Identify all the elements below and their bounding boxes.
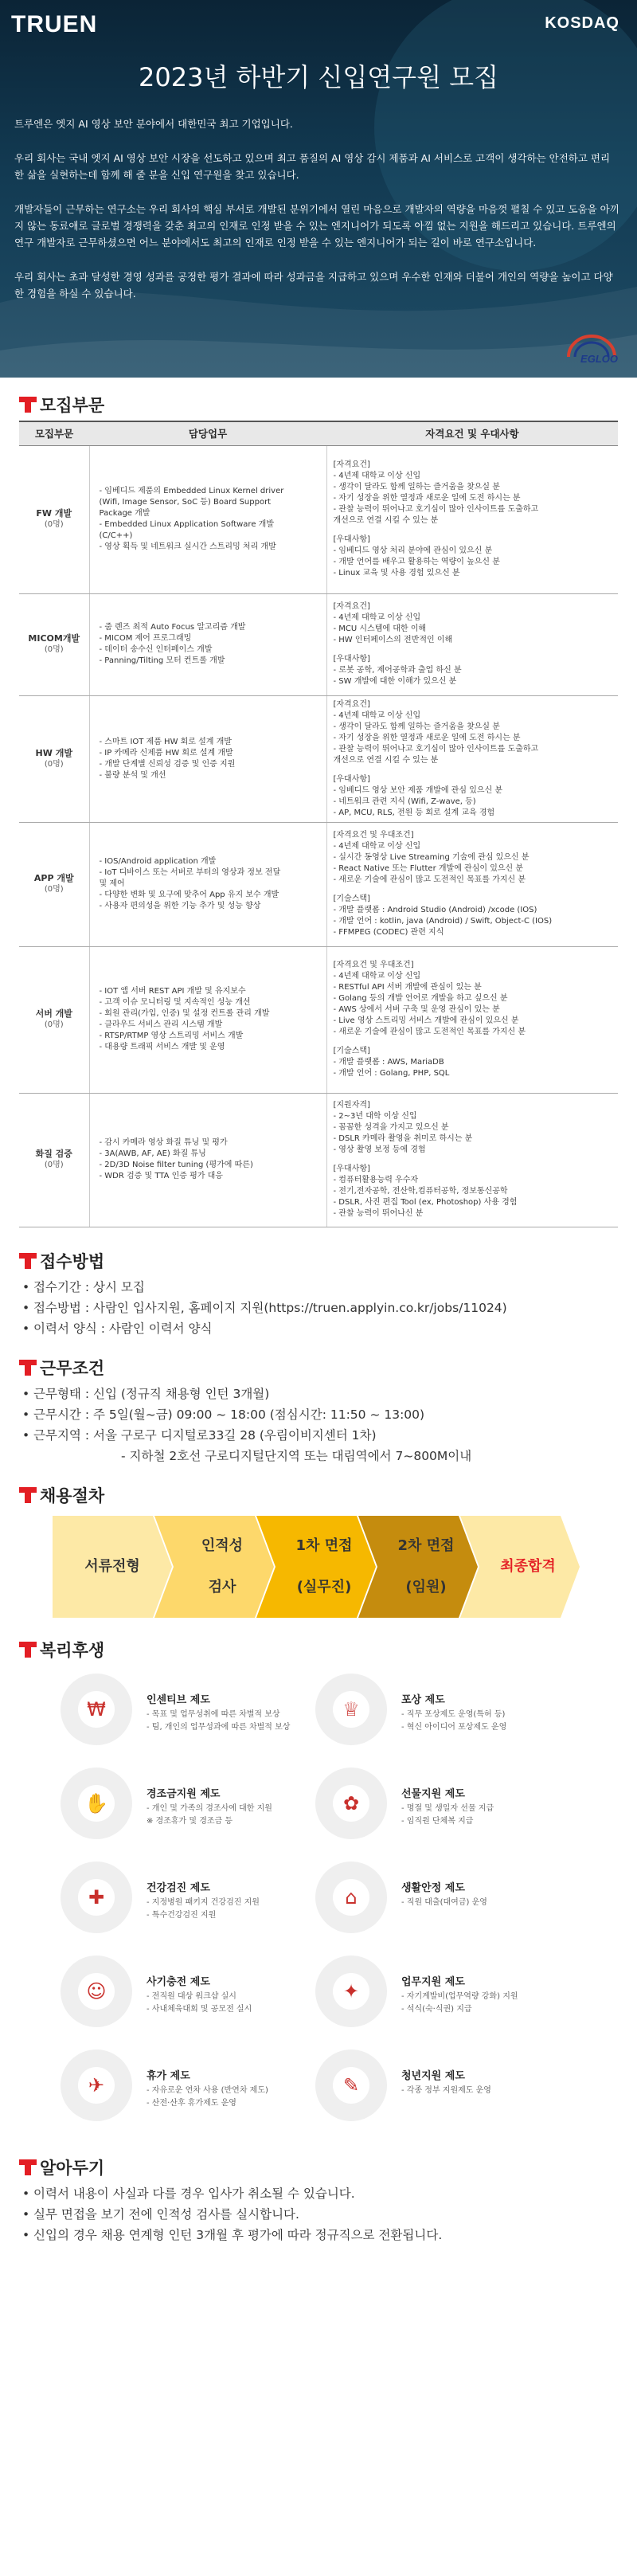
preference-line: - 개발 플랫폼 : AWS, MariaDB [333, 1058, 444, 1067]
benefit-details [401, 1803, 494, 1828]
benefit-detail-line: - 개인 및 가족의 경조사에 대한 지원 [147, 1803, 272, 1813]
benefit-glyph: ☺ [78, 1973, 115, 2010]
benefit-item [315, 2049, 586, 2129]
qualification-heading: [자격요건 및 우대조건] [333, 961, 414, 969]
qualification-heading: [자격요건 및 우대조건] [333, 831, 414, 840]
qualification-line: - React Native 또는 Flutter 개발에 관심이 있으신 분 [333, 864, 524, 873]
process-step-label [154, 1516, 274, 1618]
preference-line: - 로봇 공학, 제어공학과 출업 하신 분 [333, 666, 462, 675]
apply-info [19, 1277, 618, 1339]
list-item: • 이력서 양식 : 사람인 이력서 양식 [19, 1318, 618, 1339]
division-name: FW 개발 [36, 508, 72, 519]
process-step [53, 1516, 172, 1618]
duty-line: - 클라우드 서비스 관리 시스템 개발 [99, 1020, 223, 1029]
duty-line: - IOT 앱 서버 REST API 개발 및 유지보수 [99, 987, 246, 996]
duty-line: - 3A(AWB, AF, AE) 화질 튜닝 [99, 1149, 206, 1158]
duty-line: - 회원 관리(가입, 인증) 및 설정 컨트롤 관리 개발 [99, 1009, 270, 1018]
benefit-title: 청년지원 제도 [401, 2069, 465, 2082]
truen-logo [11, 11, 97, 38]
division-cell [19, 822, 89, 946]
benefit-detail-line: - 목표 및 업무성취에 따른 차별적 보상 [147, 1709, 280, 1719]
list-item: • 실무 면접을 보기 전에 인적성 검사를 실시합니다. [19, 2204, 618, 2225]
award-icon [61, 1674, 132, 1745]
preference-line: - Linux 교육 및 사용 경험 있으신 분 [333, 569, 460, 577]
section-title: 복리후생 [40, 1640, 105, 1660]
t-bullet-icon [19, 1487, 37, 1503]
benefits-grid [0, 1666, 637, 2143]
benefit-detail-line: - 지정병원 패키지 건강검진 지원 [147, 1897, 260, 1907]
column-header: 자격요건 및 우대사항 [326, 421, 618, 445]
benefit-details [147, 1709, 290, 1734]
benefit-detail-line: - 자유로운 연차 사용 (반연차 제도) [147, 2085, 268, 2095]
preference-line: - 개발 언어 : kotlin, java (Android) / Swift, Object-C (IOS) [333, 917, 553, 926]
preference-heading: [기술스택] [333, 895, 370, 903]
qualification-line: - 4년제 대학교 이상 신입 [333, 472, 421, 480]
hiring-process [53, 1516, 578, 1618]
duty-line: - IOS/Android application 개발 [99, 857, 217, 866]
benefit-details [147, 1991, 252, 2016]
division-cell [19, 445, 89, 593]
process-step-label [358, 1516, 478, 1618]
preference-heading: [기술스택] [333, 1047, 370, 1055]
benefit-item [61, 2049, 331, 2129]
intro-paragraph: 우리 회사는 국내 엣지 AI 영상 보안 시장을 선도하고 있으며 최고 품질의 AI 영상 감시 제품과 AI 서비스로 고객이 생각하는 안전하고 편리한 삶을 실현하는데 함께 해 줄 분을 신입 연구원을 찾고 있습니다. [14, 152, 611, 181]
benefit-details [147, 2085, 268, 2110]
t-bullet-icon [19, 2159, 37, 2175]
process-step-text: 최종합격 [500, 1557, 556, 1575]
truen-logo-text: TRUEN [11, 11, 98, 37]
process-step [154, 1516, 274, 1618]
division-count: (0명) [44, 885, 64, 894]
list-item: • 접수기간 : 상시 모집 [19, 1277, 618, 1298]
division-cell [19, 1093, 89, 1227]
qualification-line: 개선으로 연결 시킬 수 있는 분 [333, 516, 439, 525]
t-bullet-icon [19, 1360, 37, 1376]
qualification-heading: [지원자격] [333, 1101, 370, 1110]
duty-line: - 영상 획득 및 네트워크 실시간 스트리밍 처리 개발 [99, 542, 276, 551]
table-row [19, 695, 618, 822]
table-row [19, 1093, 618, 1227]
benefit-glyph: ₩ [78, 1691, 115, 1728]
preference-heading: [우대사항] [333, 535, 370, 544]
qualification-cell [326, 593, 618, 695]
hero-banner [0, 0, 637, 378]
house-icon [315, 1862, 387, 1933]
benefit-detail-line: - 산전·산후 휴가제도 운영 [147, 2098, 236, 2108]
benefit-detail-line: - 직무 포상제도 운영(특허 등) [401, 1709, 506, 1719]
preference-line: - 임베디드 영상 보안 제품 개발에 관심 있으신 분 [333, 785, 503, 795]
benefit-item [61, 1674, 331, 1753]
preference-line: - 개발 언어 : Golang, PHP, SQL [333, 1069, 450, 1078]
duty-line: - 줌 렌즈 최적 Auto Focus 알고리즘 개발 [99, 623, 246, 632]
process-step-label [460, 1516, 580, 1618]
intro-paragraph: 우리 회사는 초과 달성한 경영 성과를 공정한 평가 결과에 따라 성과금을 지급하고 있으며 우수한 인재와 더불어 개인의 역량을 높이고 다양한 경험을 하실 수 있습니다. [14, 271, 613, 299]
section-heading-benefits [0, 1634, 637, 1666]
duty-line: - Panning/Tilting 모터 컨트롤 개발 [99, 656, 225, 665]
benefit-item [315, 1674, 586, 1753]
table-row [19, 822, 618, 946]
benefit-detail-line: - 명절 및 생일자 선물 지급 [401, 1803, 494, 1813]
qualification-cell [326, 1093, 618, 1227]
benefit-detail-line: - 임직원 단체복 지급 [401, 1816, 474, 1826]
process-step-subtext: 검사 [208, 1578, 236, 1595]
benefit-details [401, 1991, 518, 2016]
duty-line: - Embedded Linux Application Software 개발 [99, 520, 274, 529]
benefit-details [401, 2085, 491, 2097]
benefit-detail-line: - 각종 정부 지원제도 운영 [401, 2085, 491, 2095]
benefit-title: 업무지원 제도 [401, 1975, 465, 1988]
division-name: HW 개발 [35, 747, 72, 758]
benefit-glyph: ✋ [78, 1785, 115, 1822]
preference-line: - 전기,전자공학, 전산학,컴퓨터공학, 정보통신공학 [333, 1187, 508, 1196]
notes [19, 2183, 618, 2245]
work-conditions [19, 1384, 618, 1466]
recruit-table [19, 421, 618, 1227]
benefit-glyph: ✚ [78, 1879, 115, 1916]
section-heading-recruit [0, 389, 637, 421]
duty-line: 및 제어 [99, 879, 125, 888]
benefit-detail-line: - 직원 대출(대여금) 운영 [401, 1897, 487, 1907]
benefit-glyph: ♕ [333, 1691, 369, 1728]
benefit-detail-line: - 사내체육대회 및 공모전 실시 [147, 2004, 252, 2014]
preference-heading: [우대사항] [333, 655, 370, 664]
duty-line: - 임베디드 제품의 Embedded Linux Kernel driver [99, 487, 284, 495]
qualification-line: - 4년제 대학교 이상 신입 [333, 972, 421, 981]
division-count: (0명) [44, 645, 64, 654]
preference-line: - 컴퓨터활용능력 우수자 [333, 1176, 419, 1184]
duty-cell [89, 1093, 326, 1227]
table-row [19, 593, 618, 695]
qualification-line: - 생각이 달라도 함께 일하는 즐거움을 찾으실 분 [333, 483, 500, 491]
duty-cell [89, 946, 326, 1093]
duty-line: - IoT 디바이스 또는 서버로 부터의 영상과 정보 전달 [99, 868, 281, 877]
division-cell [19, 695, 89, 822]
qualification-cell [326, 946, 618, 1093]
benefit-glyph: ⌂ [333, 1879, 369, 1916]
benefit-item [315, 1955, 586, 2035]
lightbulb-icon [315, 1955, 387, 2027]
section-title: 접수방법 [40, 1251, 105, 1271]
process-step-label [53, 1516, 172, 1618]
qualification-line: - 4년제 대학교 이상 신입 [333, 711, 421, 720]
process-step [358, 1516, 478, 1618]
benefit-title: 인센티브 제도 [147, 1693, 210, 1706]
division-name: 서버 개발 [35, 1008, 72, 1019]
duty-line: - 데이터 송수신 인터페이스 개발 [99, 645, 213, 654]
benefit-title: 생활안정 제도 [401, 1881, 465, 1894]
intro-paragraph: 트루엔은 엣지 AI 영상 보안 분야에서 대한민국 최고 기업입니다. [14, 118, 293, 130]
benefit-item [61, 1768, 331, 1847]
process-step-text: 인적성 [201, 1537, 244, 1554]
hero-top-bar [0, 0, 637, 49]
handshake-icon [61, 1768, 132, 1839]
duty-line: - 개발 단계별 신뢰성 검증 및 인증 지원 [99, 759, 236, 769]
list-item: • 근무형태 : 신입 (정규직 채용형 인턴 3개월) [19, 1384, 618, 1404]
duty-line: - 감시 카메라 영상 화질 튜닝 및 평가 [99, 1138, 228, 1147]
division-name: MICOM개발 [28, 633, 80, 644]
preference-line: - 개발 언어를 배우고 활용하는 역량이 높으신 분 [333, 558, 500, 566]
qualification-heading: [자격요건] [333, 460, 370, 469]
preference-line: - SW 개발에 대한 이해가 있으신 분 [333, 677, 457, 686]
benefit-item [61, 1862, 331, 1941]
qualification-line: - MCU 시스템에 대한 이해 [333, 624, 427, 633]
qualification-cell [326, 445, 618, 593]
preference-line: - FFMPEG (CODEC) 관련 지식 [333, 928, 444, 937]
benefit-detail-line: - 특수건강검진 지원 [147, 1910, 217, 1920]
qualification-cell [326, 695, 618, 822]
duty-line: - 사용자 편의성을 위한 기능 추가 및 성능 향상 [99, 902, 261, 910]
preference-heading: [우대사항] [333, 774, 370, 784]
process-step [256, 1516, 376, 1618]
process-step-text: 1차 면접 [295, 1537, 353, 1554]
qualification-heading: [자격요건] [333, 699, 370, 709]
qualification-line: - DSLR 카메라 촬영을 취미로 하시는 분 [333, 1134, 473, 1143]
section-heading-process [0, 1479, 637, 1511]
process-step-text: 2차 면접 [397, 1537, 455, 1554]
duty-line: - MICOM 제어 프로그래밍 [99, 634, 192, 643]
benefit-detail-line: - 혁신 아이디어 포상제도 운영 [401, 1722, 507, 1732]
process-step-label [256, 1516, 376, 1618]
qualification-line: - RESTful API 서버 개발에 관심이 있는 분 [333, 983, 482, 992]
qualification-line: 개선으로 연결 시킬 수 있는 분 [333, 755, 439, 765]
qualification-line: - Live 영상 스트리밍 서비스 개발에 관심이 있으신 분 [333, 1016, 519, 1025]
duty-line: - 불량 분석 및 개선 [99, 770, 166, 780]
duty-cell [89, 593, 326, 695]
qualification-line: - 관찰 능력이 뛰어나고 호기심이 많아 인사이트를 도출하고 [333, 505, 539, 514]
duty-line: Package 개발 [99, 509, 150, 518]
preference-heading: [우대사항] [333, 1165, 370, 1173]
table-header-row [19, 421, 618, 445]
division-count: (0명) [44, 1020, 64, 1029]
benefit-detail-line: - 석식(숙·식권) 지급 [401, 2004, 472, 2014]
section-heading-apply [0, 1245, 637, 1277]
benefit-glyph: ✦ [333, 1973, 369, 2010]
qualification-line: - 꼼꼼한 성격을 가지고 있으신 분 [333, 1123, 449, 1132]
column-header: 모집부문 [19, 421, 89, 445]
qualification-line: - 생각이 달라도 함께 일하는 즐거움을 찾으실 분 [333, 722, 500, 731]
preference-line: - 관찰 능력이 뛰어나신 분 [333, 1209, 424, 1218]
duty-line: (Wifi, Image Sensor, SoC 등) Board Support [99, 498, 272, 507]
benefit-details [147, 1803, 272, 1828]
qualification-line: - AWS 상에서 서버 구축 및 운영 관심이 있는 분 [333, 1005, 500, 1014]
division-count: (0명) [44, 759, 64, 769]
duty-line: - 스마트 IOT 제품 HW 회로 설계 개발 [99, 737, 232, 746]
t-bullet-icon [19, 397, 37, 413]
benefit-title: 포상 제도 [401, 1693, 445, 1706]
duty-cell [89, 822, 326, 946]
qualification-line: - 영상 촬영 보정 등에 경험 [333, 1145, 426, 1154]
benefit-title: 경조금지원 제도 [147, 1787, 221, 1800]
division-name: APP 개발 [33, 873, 74, 883]
benefit-item [61, 1955, 331, 2035]
duty-line: - WDR 검증 및 TTA 인증 평가 대응 [99, 1172, 223, 1180]
qualification-cell [326, 822, 618, 946]
t-bullet-icon [19, 1253, 37, 1269]
preference-line: - 임베디드 영상 처리 분야에 관심이 있으신 분 [333, 546, 493, 555]
division-name: 화질 검증 [35, 1149, 72, 1159]
qualification-line: - 새로운 기술에 관심이 많고 도전적인 목표를 가지신 분 [333, 1028, 526, 1036]
qualification-line: - 자기 성장을 위한 열정과 새로운 일에 도전 하시는 분 [333, 494, 521, 503]
table-row [19, 946, 618, 1093]
qualification-line: - HW 인터페이스의 전반적인 이해 [333, 636, 453, 644]
benefit-title: 건강검진 제도 [147, 1881, 210, 1894]
kosdaq-logo-text: KOSDAQ [545, 14, 619, 32]
duty-line: - IP 카메라 신제품 HW 회로 설계 개발 [99, 748, 233, 758]
stethoscope-icon [61, 1862, 132, 1933]
benefit-item [315, 1862, 586, 1941]
section-heading-work [0, 1352, 637, 1384]
benefit-glyph: ✿ [333, 1785, 369, 1822]
preference-line: - AP, MCU, RLS, 전원 등 회로 설계 교육 경험 [333, 808, 495, 817]
duty-cell [89, 445, 326, 593]
duty-line: - 대용량 트래픽 서비스 개발 및 운영 [99, 1043, 225, 1051]
list-item: • 이력서 내용이 사실과 다를 경우 입사가 취소될 수 있습니다. [19, 2183, 618, 2204]
section-title: 채용절차 [40, 1486, 105, 1505]
division-count: (0명) [44, 1161, 64, 1169]
process-step [460, 1516, 580, 1618]
qualification-line: - 실시간 동영상 Live Streaming 기술에 관심 있으신 분 [333, 853, 530, 862]
section-heading-notes [0, 2151, 637, 2183]
section-title: 알아두기 [40, 2158, 105, 2178]
benefit-item [315, 1768, 586, 1847]
qualification-line: - Golang 등의 개발 언어로 개발을 하고 싶으신 분 [333, 994, 508, 1003]
page-title: 2023년 하반기 신입연구원 모집 [139, 62, 498, 92]
preference-line: - 네트워크 관련 지식 (Wifi, Z-wave, 등) [333, 797, 476, 806]
process-step-subtext: (실무진) [296, 1578, 352, 1595]
benefit-details [147, 1897, 260, 1922]
location-note: - 지하철 2호선 구로디지털단지역 또는 대림역에서 7~800M이내 [121, 1448, 472, 1463]
section-title: 모집부문 [40, 396, 105, 415]
company-intro [14, 115, 619, 319]
column-header: 담당업무 [89, 421, 326, 445]
qualification-line: - 자기 성장을 위한 열정과 새로운 일에 도전 하시는 분 [333, 733, 521, 742]
qualification-line: - 4년제 대학교 이상 신입 [333, 613, 421, 622]
list-item: • 신입의 경우 채용 연계형 인턴 3개월 후 평가에 따라 정규직으로 전환됩니다. [19, 2225, 618, 2245]
preference-line: - 개발 플랫폼 : Android Studio (Android) /xcode (IOS) [333, 906, 537, 914]
trophy-icon [315, 1674, 387, 1745]
qualification-line: - 새로운 기술에 관심이 많고 도전적인 목표를 가지신 분 [333, 875, 526, 884]
benefit-glyph: ✈ [78, 2067, 115, 2104]
benefit-glyph: ✎ [333, 2067, 369, 2104]
benefit-details [401, 1709, 506, 1734]
kosdaq-logo [545, 14, 619, 33]
benefit-detail-line: - 자기계발비(업무역량 강화) 지원 [401, 1991, 518, 2001]
benefit-title: 사기충전 제도 [147, 1975, 210, 1988]
benefit-title: 휴가 제도 [147, 2069, 190, 2082]
table-row [19, 445, 618, 593]
section-title: 근무조건 [40, 1358, 105, 1378]
airplane-icon [61, 2049, 132, 2121]
list-item: • 근무시간 : 주 5일(월~금) 09:00 ~ 18:00 (점심시간: 11:50 ~ 13:00) [19, 1404, 618, 1425]
clipboard-icon [315, 2049, 387, 2121]
preference-line: - DSLR, 사진 편집 Tool (ex, Photoshop) 사용 경험 [333, 1198, 518, 1207]
t-bullet-icon [19, 1642, 37, 1658]
division-cell [19, 946, 89, 1093]
duty-line: - 2D/3D Noise filter tuning (평가에 따른) [99, 1161, 253, 1169]
qualification-line: - 2~3년 대학 이상 신입 [333, 1112, 417, 1121]
egloo-logo-text: EGLOO [580, 353, 618, 365]
benefit-detail-line: - 팀, 개인의 업무성과에 따른 차별적 보상 [147, 1722, 291, 1732]
duty-line: - 다양한 변화 및 요구에 맞추어 App 유지 보수 개발 [99, 891, 279, 899]
team-icon [61, 1955, 132, 2027]
benefit-title: 선물지원 제도 [401, 1787, 465, 1800]
qualification-line: - 관찰 능력이 뛰어나고 호기심이 많아 인사이트를 도출하고 [333, 744, 539, 754]
duty-line: (C/C++) [99, 531, 133, 540]
qualification-heading: [자격요건] [333, 602, 370, 611]
process-step-text: 서류전형 [84, 1557, 140, 1575]
division-cell [19, 593, 89, 695]
benefit-details [401, 1897, 487, 1909]
list-item: • 접수방법 : 사람인 입사지원, 홈페이지 지원(https://truen.applyin.co.kr/jobs/11024) [19, 1298, 618, 1318]
process-step-subtext: (임원) [405, 1578, 447, 1595]
list-item: • 근무지역 : 서울 구로구 디지털로33길 28 (우림이비지센터 1차) [19, 1425, 618, 1446]
duty-cell [89, 695, 326, 822]
gift-icon [315, 1768, 387, 1839]
duty-line: - 고객 이슈 모니터링 및 지속적인 성능 개선 [99, 998, 251, 1007]
intro-paragraph: 개발자들이 근무하는 연구소는 우리 회사의 핵심 부서로 개발된 분위기에서 열린 마음으로 개발자의 역량을 마음껏 펼칠 수 있고 도움을 아끼지 않는 동료애로 글로벌 경쟁력을 갖춘 최고의 인재로 인정 받을 수 있는 엔지니어가 되도록 아낌 없는 지원을 해드리고 있습니다. 트루엔의 연구 개발자로 근무하셨으면 어느 분야에서도 최고의 인재로 인정 받을 수 있는 엔지니어가 되는 길이 바로 연구소입니다. [14, 203, 619, 249]
qualification-line: - 4년제 대학교 이상 신입 [333, 842, 421, 851]
benefit-detail-line: - 전직원 대상 워크샵 실시 [147, 1991, 236, 2001]
benefit-detail-line: ※ 경조휴가 및 경조금 등 [147, 1816, 233, 1826]
division-count: (0명) [44, 520, 64, 529]
duty-line: - RTSP/RTMP 영상 스트리밍 서비스 개발 [99, 1032, 244, 1040]
